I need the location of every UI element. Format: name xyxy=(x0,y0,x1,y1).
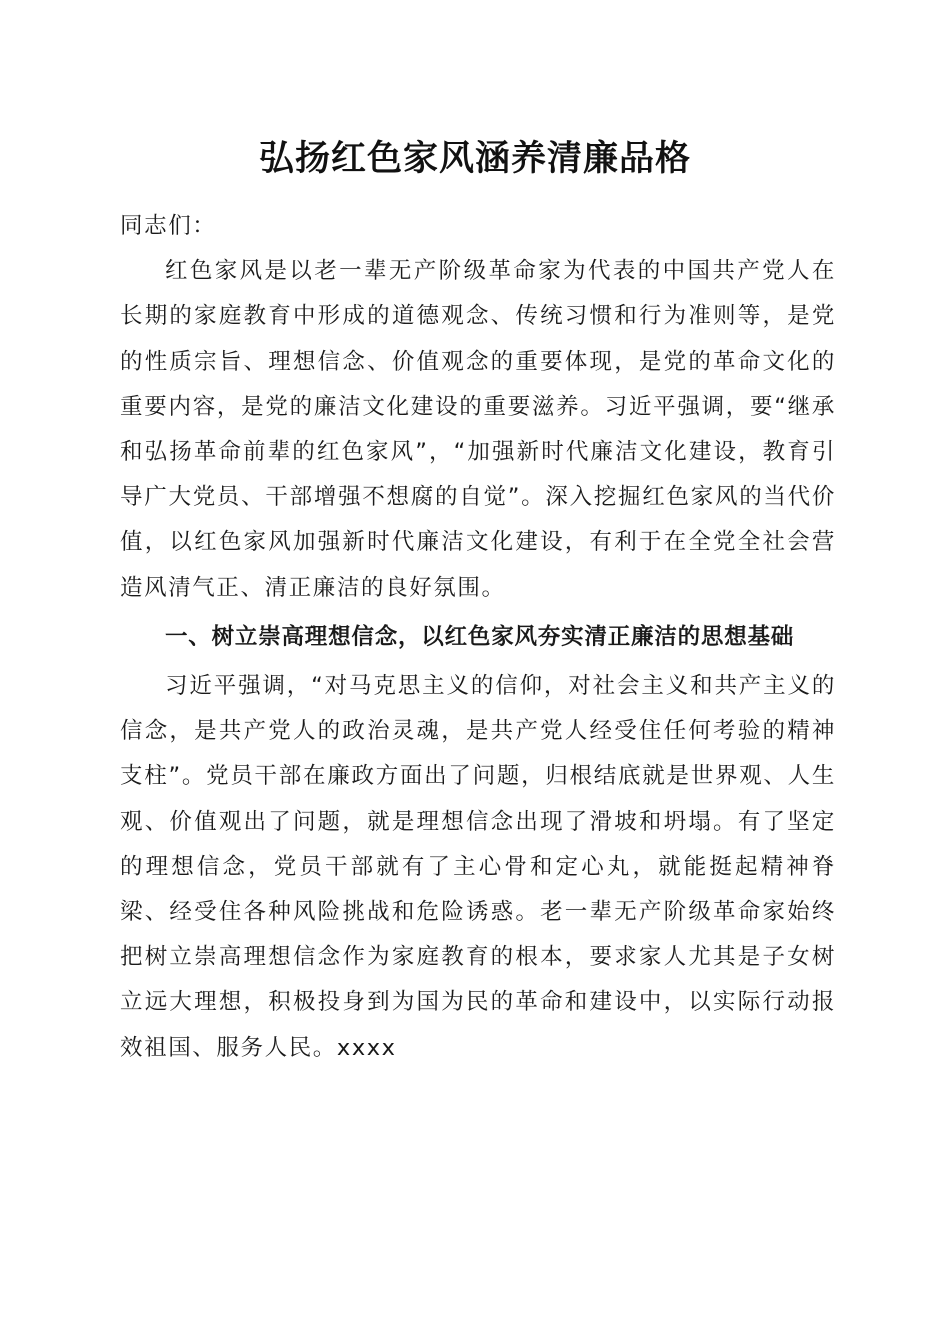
section-heading-1: 一、树立崇高理想信念，以红色家风夯实清正廉洁的思想基础 xyxy=(165,623,795,650)
intro-paragraph: 红色家风是以老一辈无产阶级革命家为代表的中国共产党人在长期的家庭教育中形成的道德观念、传统习惯和行为准则等，是党的性质宗旨、理想信念、价值观念的重要体现，是党的革命文化的重要内容，是党的廉洁文化建设的重要滋养。习近平强调，要“继承和弘扬革命前辈的红色家风”，“加强新时代廉洁文化建设，教育引导广大党员、干部增强不想腐的自觉”。深入挖掘红色家风的当代价值，以红色家风加强新时代廉洁文化建设，有利于在全党全社会营造风清气正、清正廉洁的良好氛围。 xyxy=(120,258,836,601)
salutation: 同志们： xyxy=(120,213,217,239)
section-1-paragraph: 习近平强调，“对马克思主义的信仰，对社会主义和共产主义的信念，是共产党人的政治灵魂，是共产党人经受住任何考验的精神支柱”。党员干部在廉政方面出了问题，归根结底就是世界观、人生观、价值观出了问题，就是理想信念出现了滑坡和坍塌。有了坚定的理想信念，党员干部就有了主心骨和定心丸，就能挺起精神脊梁、经受住各种风险挑战和危险诱惑。老一辈无产阶级革命家始终把树立崇高理想信念作为家庭教育的根本，要求家人尤其是子女树立远大理想，积极投身到为国为民的革命和建设中，以实际行动报效祖国、服务人民。xxxx xyxy=(120,673,836,1061)
document-body xyxy=(120,204,836,1071)
document-title: 弘扬红色家风涵养清廉品格 xyxy=(258,138,691,179)
